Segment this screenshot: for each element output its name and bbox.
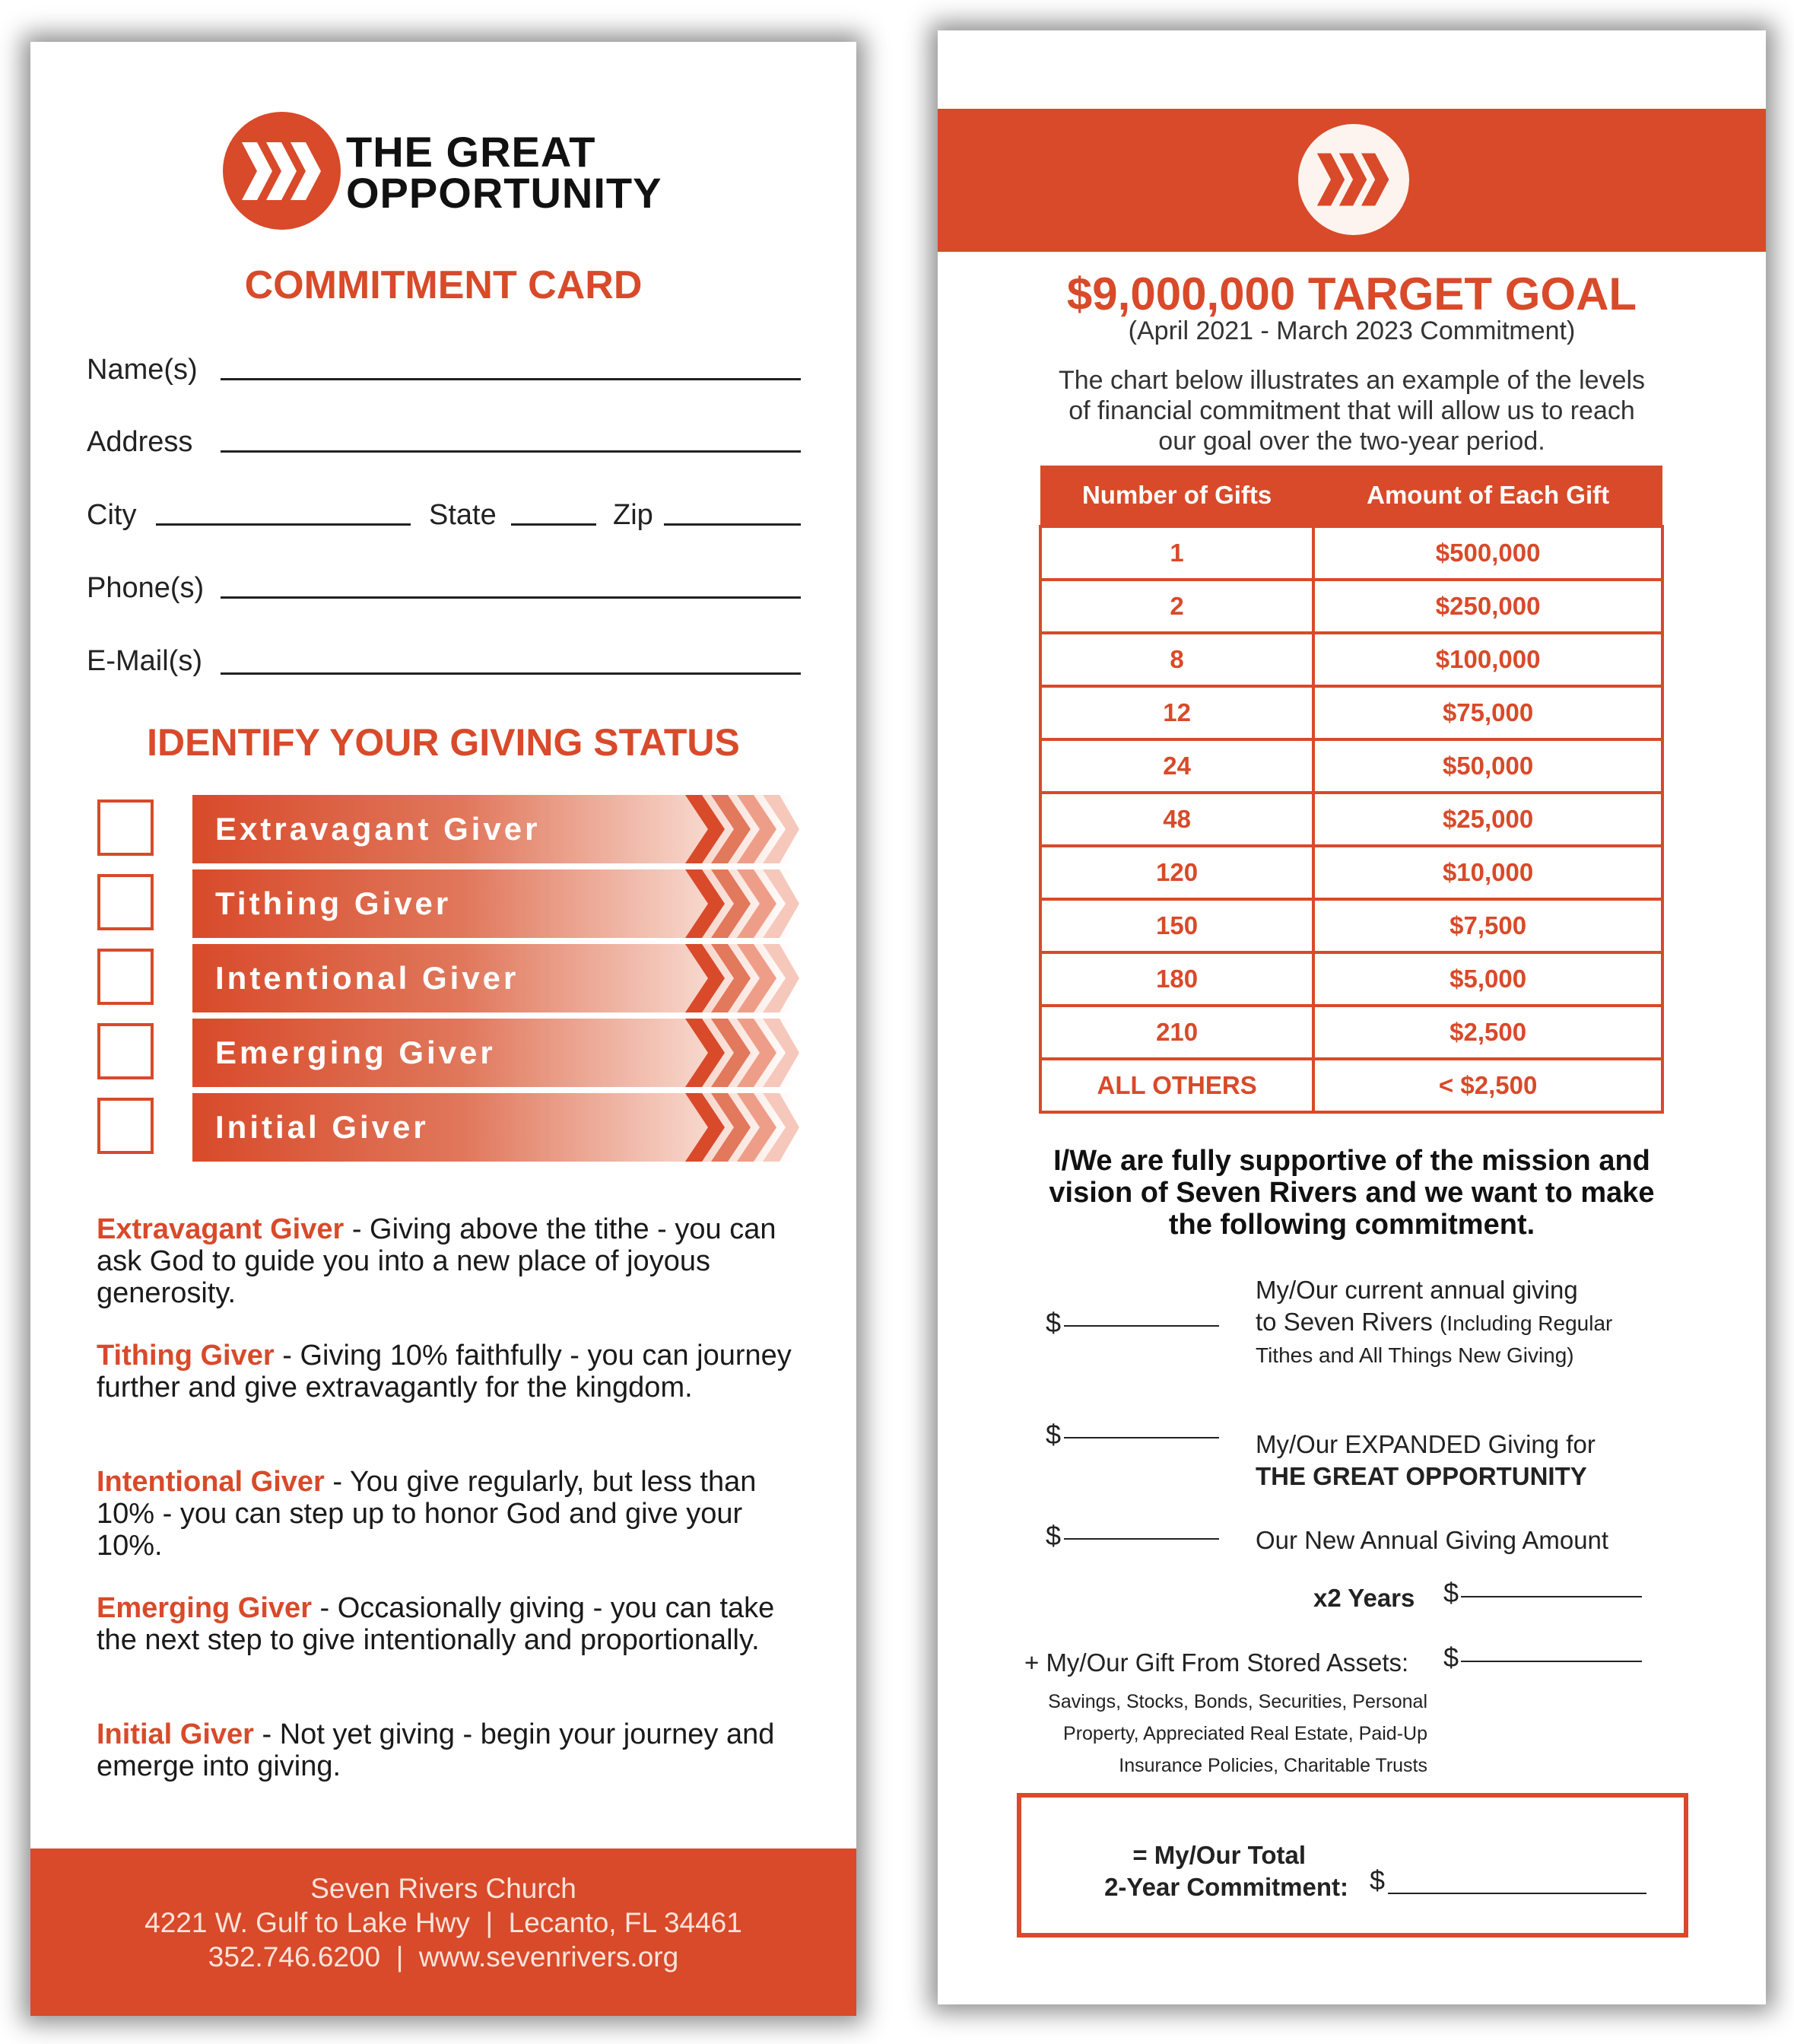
gift-count-cell: 210 xyxy=(1040,1006,1313,1059)
status-label: Emerging Giver xyxy=(215,1035,496,1070)
emerging-giver-checkbox[interactable] xyxy=(97,1023,154,1079)
gift-amount-cell: $7,500 xyxy=(1313,899,1662,952)
church-address: 4221 W. Gulf to Lake Hwy | Lecanto, FL 34461 xyxy=(144,1907,742,1938)
table-header-row xyxy=(1040,466,1662,526)
intro-text xyxy=(938,365,1766,456)
new-annual-dollar: $ xyxy=(1046,1520,1062,1551)
stored-assets-detail: Property, Appreciated Real Estate, Paid-Up xyxy=(1063,1723,1427,1744)
description-text: - Occasionally giving - you can take the next step to give intentionally and proportionally. xyxy=(97,1592,775,1656)
description-text: - You give regularly, but less than 10% - you can step up to honor God and give your 10%. xyxy=(97,1466,757,1562)
address-line[interactable] xyxy=(221,450,801,453)
total-dollar: $ xyxy=(1370,1864,1386,1896)
stored-assets-label: + My/Our Gift From Stored Assets: xyxy=(1024,1648,1409,1677)
status-bar-tithing xyxy=(192,869,793,938)
gift-amount-cell: $2,500 xyxy=(1313,1006,1662,1059)
new-annual-line[interactable] xyxy=(1064,1538,1219,1540)
status-label: Intentional Giver xyxy=(215,960,519,996)
gift-amount-cell: $10,000 xyxy=(1313,846,1662,899)
current-giving-line1: My/Our current annual giving xyxy=(1256,1276,1578,1304)
status-bar-intentional xyxy=(192,944,793,1012)
gift-amount-cell: < $2,500 xyxy=(1313,1059,1662,1112)
intentional-giver-checkbox[interactable] xyxy=(97,949,154,1005)
giving-status-heading: IDENTIFY YOUR GIVING STATUS xyxy=(147,721,740,764)
table-row xyxy=(1040,526,1662,580)
logo-line-1: THE GREAT xyxy=(346,128,596,176)
description-extravagant xyxy=(97,1213,804,1309)
gift-amount-cell: $250,000 xyxy=(1313,580,1662,633)
status-bar-extravagant xyxy=(192,795,793,863)
total-commitment-box xyxy=(1017,1793,1688,1938)
x2-years-line[interactable] xyxy=(1461,1596,1642,1597)
table-row xyxy=(1040,846,1662,899)
chevrons-icon xyxy=(685,1093,799,1162)
status-label: Tithing Giver xyxy=(215,885,452,921)
stored-assets-detail: Savings, Stocks, Bonds, Securities, Personal xyxy=(1048,1691,1427,1712)
logo-title xyxy=(346,128,662,217)
names-line[interactable] xyxy=(221,378,801,380)
stored-assets-dollar: $ xyxy=(1443,1642,1459,1673)
goal-period: (April 2021 - March 2023 Commitment) xyxy=(1128,316,1576,345)
table-row xyxy=(1040,793,1662,846)
extravagant-giver-checkbox[interactable] xyxy=(97,799,154,856)
gift-amount-cell: $75,000 xyxy=(1313,686,1662,739)
column-header-amount: Amount of Each Gift xyxy=(1313,466,1662,526)
city-line[interactable] xyxy=(156,523,411,526)
current-giving-line3: Tithes and All Things New Giving) xyxy=(1256,1343,1574,1367)
table-row xyxy=(1040,739,1662,793)
intro-line: of financial commitment that will allow us to reach xyxy=(1068,396,1635,425)
expanded-giving-line1: My/Our EXPANDED Giving for xyxy=(1256,1430,1596,1458)
total-line[interactable] xyxy=(1388,1893,1646,1894)
gift-count-cell: 8 xyxy=(1040,633,1313,686)
current-giving-line[interactable] xyxy=(1064,1325,1219,1327)
gift-amount-cell: $25,000 xyxy=(1313,793,1662,846)
gift-count-cell: 12 xyxy=(1040,686,1313,739)
goal-title: $9,000,000 TARGET GOAL xyxy=(1066,269,1637,319)
support-line: the following commitment. xyxy=(1168,1209,1535,1241)
gift-amount-cell: $5,000 xyxy=(1313,952,1662,1006)
status-bar-initial xyxy=(192,1093,793,1162)
commitment-card-front xyxy=(30,42,856,2016)
logo-chevron-icon xyxy=(1298,124,1409,235)
gift-amount-cell: $50,000 xyxy=(1313,739,1662,793)
description-emerging xyxy=(97,1592,804,1656)
chevrons-icon xyxy=(685,944,799,1012)
commitment-card-back xyxy=(938,30,1766,2004)
church-contact[interactable]: 352.746.6200 | www.sevenrivers.org xyxy=(208,1941,679,1972)
header-band xyxy=(938,109,1766,252)
zip-label: Zip xyxy=(613,499,653,531)
table-row xyxy=(1040,952,1662,1006)
description-intentional xyxy=(97,1466,804,1562)
church-name: Seven Rivers Church xyxy=(310,1873,576,1904)
gift-count-cell: 2 xyxy=(1040,580,1313,633)
current-giving-note: (Including Regular xyxy=(1440,1311,1613,1335)
status-label: Initial Giver xyxy=(215,1109,429,1145)
address-label: Address xyxy=(87,426,193,458)
expanded-giving-dollar: $ xyxy=(1046,1419,1062,1450)
description-text: - Giving 10% faithfully - you can journey further and give extravagantly for the kingdom. xyxy=(97,1340,792,1403)
initial-giver-checkbox[interactable] xyxy=(97,1098,154,1154)
emails-label: E-Mail(s) xyxy=(87,645,202,677)
expanded-giving-label xyxy=(1256,1429,1596,1492)
status-label: Extravagant Giver xyxy=(215,811,541,847)
stored-assets-details xyxy=(1006,1686,1427,1782)
gift-count-cell: 150 xyxy=(1040,899,1313,952)
table-row xyxy=(1040,1059,1662,1112)
emails-line[interactable] xyxy=(221,672,801,675)
card-title: COMMITMENT CARD xyxy=(244,263,643,307)
table-row xyxy=(1040,686,1662,739)
description-term: Initial Giver xyxy=(97,1718,254,1750)
phones-label: Phone(s) xyxy=(87,572,205,604)
church-footer xyxy=(30,1849,856,2016)
current-giving-line2: to Seven Rivers xyxy=(1256,1308,1433,1336)
logo-chevron-icon xyxy=(223,112,341,230)
description-term: Intentional Giver xyxy=(97,1466,325,1498)
gift-count-cell: 1 xyxy=(1040,526,1313,580)
table-row xyxy=(1040,633,1662,686)
gift-count-cell: 24 xyxy=(1040,739,1313,793)
x2-years-dollar: $ xyxy=(1443,1577,1459,1608)
state-line[interactable] xyxy=(511,523,596,526)
total-label xyxy=(1021,1839,1348,1903)
names-label: Name(s) xyxy=(87,354,198,386)
support-line: vision of Seven Rivers and we want to make xyxy=(1049,1177,1655,1209)
logo-line-2: OPPORTUNITY xyxy=(346,169,662,217)
city-label: City xyxy=(87,499,137,531)
current-giving-label xyxy=(1256,1274,1612,1372)
gift-count-cell: 48 xyxy=(1040,793,1313,846)
table-row xyxy=(1040,580,1662,633)
gift-count-cell: ALL OTHERS xyxy=(1040,1059,1313,1112)
gift-amount-cell: $500,000 xyxy=(1313,526,1662,580)
status-bar-emerging xyxy=(192,1019,793,1087)
description-term: Extravagant Giver xyxy=(97,1213,345,1245)
phones-line[interactable] xyxy=(221,596,801,599)
expanded-giving-line2: THE GREAT OPPORTUNITY xyxy=(1256,1462,1587,1490)
zip-line[interactable] xyxy=(664,523,801,526)
support-line: I/We are fully supportive of the mission and xyxy=(1053,1145,1650,1177)
expanded-giving-line[interactable] xyxy=(1064,1437,1219,1438)
gift-count-cell: 120 xyxy=(1040,846,1313,899)
gift-amount-cell: $100,000 xyxy=(1313,633,1662,686)
gift-levels-table xyxy=(1039,466,1664,1114)
description-term: Emerging Giver xyxy=(97,1592,312,1624)
table-row xyxy=(1040,1006,1662,1059)
tithing-giver-checkbox[interactable] xyxy=(97,874,154,930)
state-label: State xyxy=(429,499,497,531)
total-line1: = My/Our Total xyxy=(1132,1841,1306,1869)
description-text: - Giving above the tithe - you can ask God to guide you into a new place of joyous generosity. xyxy=(97,1213,776,1309)
chevrons-icon xyxy=(685,1019,799,1087)
intro-line: The chart below illustrates an example of the levels xyxy=(1058,366,1646,395)
description-term: Tithing Giver xyxy=(97,1340,275,1372)
gift-count-cell: 180 xyxy=(1040,952,1313,1006)
new-annual-label: Our New Annual Giving Amount xyxy=(1256,1526,1609,1554)
total-line2: 2-Year Commitment: xyxy=(1104,1873,1348,1901)
table-row xyxy=(1040,899,1662,952)
current-giving-dollar: $ xyxy=(1046,1307,1062,1338)
stored-assets-detail: Insurance Policies, Charitable Trusts xyxy=(1119,1755,1427,1776)
description-text: - Not yet giving - begin your journey and emerge into giving. xyxy=(97,1718,775,1782)
description-initial xyxy=(97,1718,804,1782)
chevrons-icon xyxy=(685,869,799,938)
x2-years-label: x2 Years xyxy=(1313,1584,1415,1612)
stored-assets-line[interactable] xyxy=(1461,1661,1642,1662)
chevrons-icon xyxy=(685,795,799,863)
intro-line: our goal over the two-year period. xyxy=(1158,427,1545,456)
support-statement xyxy=(938,1145,1766,1241)
column-header-gifts: Number of Gifts xyxy=(1040,466,1313,526)
description-tithing xyxy=(97,1340,804,1403)
